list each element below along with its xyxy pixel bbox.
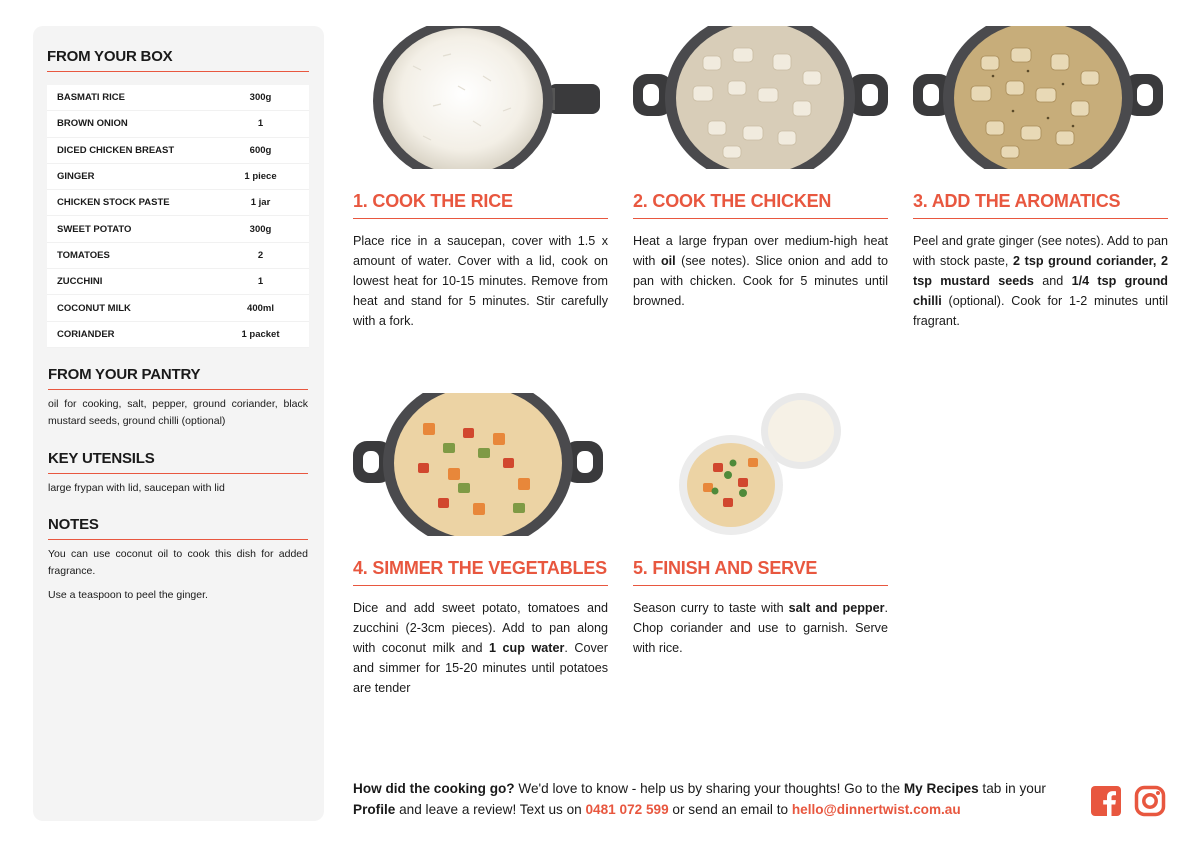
step-title: 4. SIMMER THE VEGETABLES: [353, 558, 608, 586]
served-bowls-image: [633, 393, 888, 536]
from-your-box-heading: FROM YOUR BOX: [47, 48, 309, 72]
ingredient-qty: 1 packet: [241, 328, 280, 340]
bold-text: salt and pepper: [788, 601, 885, 615]
pantry-section: [48, 366, 308, 430]
contact-link[interactable]: 0481 072 599: [585, 802, 669, 817]
ingredient-row: [47, 138, 309, 164]
ingredient-name: DICED CHICKEN BREAST: [57, 144, 175, 156]
from-your-box-section: [47, 48, 309, 348]
ingredient-row: [47, 85, 309, 111]
pantry-heading: FROM YOUR PANTRY: [48, 366, 308, 390]
ingredient-name: GINGER: [57, 171, 95, 183]
instagram-icon[interactable]: [1134, 785, 1166, 817]
utensils-heading: KEY UTENSILS: [48, 450, 308, 474]
notes-section: [48, 516, 308, 604]
ingredient-row: [47, 216, 309, 242]
step-body: Place rice in a saucepan, cover with 1.5 x amount of water. Cover with a lid, cook on lowest heat for 10-15 minutes. Remove from heat and stand for 5 minutes. Stir carefully with a fork.: [353, 234, 608, 328]
ingredient-name: CORIANDER: [57, 328, 115, 340]
step-body: Dice and add sweet potato, tomatoes and zucchini (2-3cm pieces). Add to pan along with coconut milk and 1 cup water. Cover and simmer for 15-20 minutes until potatoes are tender: [353, 601, 608, 695]
step-title: 2. COOK THE CHICKEN: [633, 191, 888, 219]
social-links: [1090, 785, 1166, 817]
step-3: [913, 26, 1168, 331]
ingredient-qty: 300g: [249, 223, 272, 235]
bold-text: My Recipes: [903, 781, 979, 796]
utensils-section: [48, 450, 308, 497]
note-item: You can use coconut oil to cook this dish for added fragrance.: [48, 548, 308, 577]
pantry-text: oil for cooking, salt, pepper, ground coriander, black mustard seeds, ground chilli (optional): [48, 398, 308, 427]
step-2: [633, 26, 888, 311]
bold-text: How did the cooking go?: [353, 781, 515, 796]
ingredient-qty: 1 jar: [250, 197, 271, 209]
ingredient-name: BROWN ONION: [57, 118, 128, 130]
notes-heading: NOTES: [48, 516, 308, 540]
ingredient-qty: 1: [257, 118, 264, 130]
ingredients-sidebar: [33, 26, 324, 821]
ingredient-name: SWEET POTATO: [57, 223, 132, 235]
step-body: Heat a large frypan over medium-high heat with oil (see notes). Slice onion and add to pan with chicken. Cook for 5 minutes until browned.: [633, 234, 888, 308]
feedback-footer: How did the cooking go? We'd love to know - help us by sharing your thoughts! Go to the My Recipes tab in your Profile and leave a review! Text us on 0481 072 599 or send an email to hello@dinnertwist.com.au: [353, 781, 1046, 817]
facebook-icon[interactable]: [1090, 785, 1122, 817]
step-title: 1. COOK THE RICE: [353, 191, 608, 219]
bold-text: Profile: [353, 802, 396, 817]
ingredient-row: [47, 190, 309, 216]
aromatics-pan-image: [913, 26, 1168, 169]
ingredient-name: COCONUT MILK: [57, 302, 131, 314]
ingredient-row: [47, 111, 309, 137]
step-title: 3. ADD THE AROMATICS: [913, 191, 1168, 219]
ingredient-row: [47, 269, 309, 295]
ingredient-name: ZUCCHINI: [57, 276, 103, 288]
ingredient-name: CHICKEN STOCK PASTE: [57, 197, 170, 209]
step-body: Season curry to taste with salt and pepper. Chop coriander and use to garnish. Serve with rice.: [633, 601, 888, 655]
step-5: [633, 393, 888, 658]
step-4: [353, 393, 608, 698]
note-item: Use a teaspoon to peel the ginger.: [48, 589, 208, 601]
bold-text: 1/4 tsp ground chilli: [913, 274, 1168, 308]
ingredient-qty: 1 piece: [244, 171, 277, 183]
curry-pan-image: [353, 393, 608, 536]
ingredient-row: [47, 164, 309, 190]
contact-link[interactable]: hello@dinnertwist.com.au: [791, 802, 961, 817]
step-body: Peel and grate ginger (see notes). Add to pan with stock paste, 2 tsp ground coriander, 2 tsp mustard seeds and 1/4 tsp ground chilli (optional). Cook for 1-2 minutes until fragrant.: [913, 234, 1168, 328]
bold-text: 1 cup water: [489, 641, 565, 655]
ingredients-table: [47, 85, 309, 348]
bold-text: 2 tsp ground coriander, 2 tsp mustard seeds: [913, 254, 1168, 288]
rice-pot-image: [353, 26, 608, 169]
ingredient-qty: 2: [257, 249, 264, 261]
step-title: 5. FINISH AND SERVE: [633, 558, 888, 586]
ingredient-row: [47, 295, 309, 321]
utensils-text: large frypan with lid, saucepan with lid: [48, 482, 225, 494]
bold-text: oil: [660, 254, 676, 268]
ingredient-name: BASMATI RICE: [57, 92, 125, 104]
ingredient-name: TOMATOES: [57, 249, 110, 261]
step-1: [353, 26, 608, 331]
ingredient-qty: 1: [257, 276, 264, 288]
chicken-pan-image: [633, 26, 888, 169]
ingredient-qty: 600g: [249, 144, 272, 156]
ingredient-qty: 300g: [249, 92, 272, 104]
ingredient-qty: 400ml: [247, 302, 274, 314]
ingredient-row: [47, 322, 309, 348]
ingredient-row: [47, 243, 309, 269]
